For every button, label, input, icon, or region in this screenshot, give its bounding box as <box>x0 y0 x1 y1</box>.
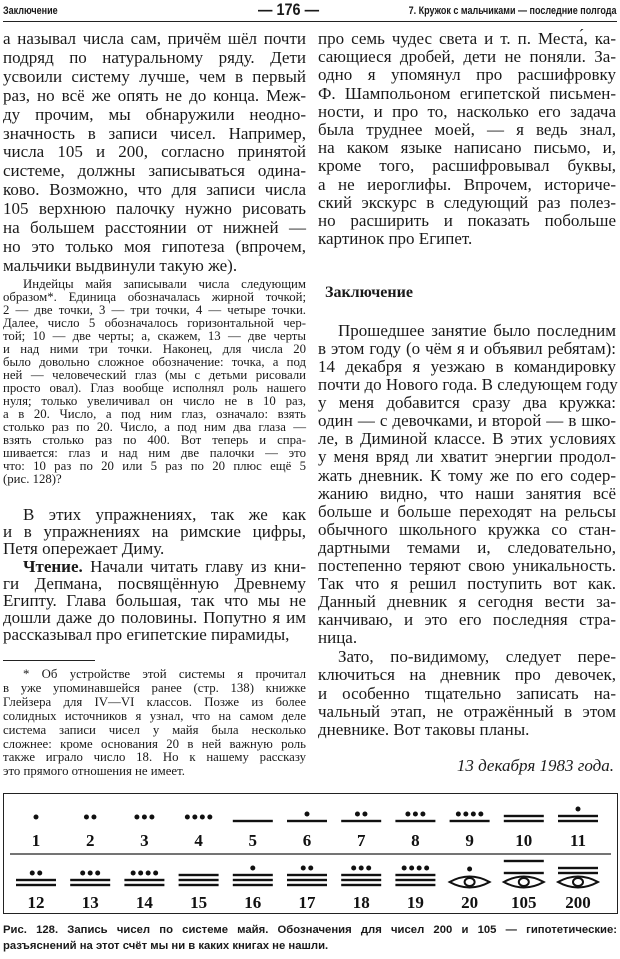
text-line: взять столько раз по 400. Вот теперь и спра- <box>3 433 306 447</box>
dot-mark <box>471 812 476 817</box>
text-line: на большем расстоянии от нижней — <box>3 218 306 238</box>
dot-mark <box>250 866 255 871</box>
bar-mark <box>287 874 327 876</box>
text-line: значность в записи чисел. Например, <box>3 123 306 143</box>
text-line: а не иероглифы. Впрочем, историче- <box>318 174 616 194</box>
text-line: В этих упражнениях, так же как <box>23 505 306 524</box>
line-text: Начали читать главу из кни- <box>82 556 306 576</box>
text-line: канчиваю, и это его последняя стра- <box>318 610 616 629</box>
text-line: Зато, по-видимому, следует пере- <box>338 647 616 666</box>
text-line: ду прочим, мы обнаружили неодно- <box>3 104 306 124</box>
dot-mark <box>405 812 410 817</box>
bar-mark <box>558 820 598 822</box>
text-line: столько раз по 20. Число, а под ним два глаза — <box>3 420 306 434</box>
bar-mark <box>287 820 327 822</box>
numeral-label: 4 <box>194 831 203 850</box>
dot-mark <box>146 871 151 876</box>
dot-mark <box>149 815 154 820</box>
dot-mark <box>409 866 414 871</box>
text-line: у меня вряд ли хватит энергии продол- <box>318 447 616 467</box>
numeral-label: 8 <box>411 831 420 850</box>
numeral-label: 5 <box>248 831 258 850</box>
text-line: образом*. Единица обозначалась жирной точкой; <box>3 290 306 304</box>
text-line: а называл числа сам, причём шёл почти <box>3 29 306 48</box>
dot-mark <box>91 815 96 820</box>
bar-mark <box>179 874 219 876</box>
text-line: одно я упомянул про расшифровку <box>318 65 616 85</box>
dot-mark <box>351 866 356 871</box>
bar-mark <box>287 884 327 886</box>
dot-mark <box>192 815 197 820</box>
text-line: Египту. Глава большая, так что мы не <box>3 591 306 610</box>
header-rule <box>3 21 617 22</box>
conclusion-paragraph-1 <box>318 322 616 647</box>
eye-pupil <box>573 878 583 886</box>
dot-mark <box>463 812 468 817</box>
text-line: что: 10 раз по 20 или 5 раз по 20 плюс ещё 5 <box>3 459 306 473</box>
text-line: система записи чисел у майя была несколько <box>3 722 306 737</box>
text-line: постепенно теряют свою уникальность. <box>318 555 616 575</box>
dot-mark <box>88 871 93 876</box>
numeral-label: 18 <box>352 893 370 912</box>
text-line: в уже упоминавшейся ранее (стр. 138) книжке <box>3 680 306 695</box>
dot-mark <box>417 866 422 871</box>
conclusion-paragraph-2 <box>318 648 616 739</box>
dot-mark <box>467 867 472 872</box>
bar-mark <box>70 879 110 881</box>
run-in-heading: Чтение. <box>23 556 83 576</box>
figure-maya-numerals <box>3 793 618 914</box>
text-line: ле, в Диминой классе. В этих условиях <box>318 429 616 449</box>
text-line: у меня добавится сразу два кружка: <box>318 393 616 413</box>
bar-mark <box>179 884 219 886</box>
text-line: ги Депмана, посвящённую Древнему <box>3 573 306 593</box>
dot-mark <box>301 866 306 871</box>
text-line: и особенно тщательно записать на- <box>318 683 616 703</box>
bar-mark <box>124 879 164 881</box>
text-line: раз, но всё же опять не до конца. Меж- <box>3 85 306 105</box>
bar-mark <box>558 815 598 817</box>
text-line: жать дневник. К тому же по его содер- <box>318 465 616 485</box>
numeral-label: 14 <box>135 893 153 912</box>
text-line: рассказывал про египетские пирамиды, <box>3 625 290 645</box>
text-line: больше и больше переходят на рельсы <box>318 501 616 521</box>
numeral-label: 7 <box>356 831 366 850</box>
text-line: кроме того, расшифровывал буквы, <box>318 156 616 176</box>
bar-mark <box>233 820 273 822</box>
numeral-label: 13 <box>81 893 99 912</box>
figure-caption <box>3 922 617 954</box>
bar-mark <box>341 884 381 886</box>
text-line: усвоили систему лучше, чем в первый <box>3 66 306 86</box>
dot-mark <box>84 815 89 820</box>
running-header-chapter: 7. Кружок с мальчиками — последние полгода <box>408 5 616 17</box>
footnote <box>3 668 306 779</box>
text-line: а в 20. Число, а под ним глаз, означало: взять <box>3 407 306 421</box>
diary-date: 13 декабря 1983 года. <box>456 756 614 775</box>
numeral-label: 9 <box>465 831 474 850</box>
bar-mark <box>16 884 56 886</box>
bar-mark <box>395 874 435 876</box>
bar-mark <box>233 884 273 886</box>
text-line: просто овал). Глаз вообще исполнял роль нашего <box>3 381 306 395</box>
text-line: нуля; только увеличивал он число не в 10 раз, <box>3 394 306 408</box>
text-line: ница. <box>318 628 358 648</box>
text-line: дартными темами и, следовательно, <box>318 537 616 557</box>
dot-mark <box>362 812 367 817</box>
bar-mark <box>341 874 381 876</box>
dot-mark <box>37 871 42 876</box>
numeral-label: 19 <box>406 893 424 912</box>
text-line: мальчики выдвинули такую же). <box>3 255 238 275</box>
dot-mark <box>30 871 35 876</box>
text-line: ский экскурс в следующий раз полез- <box>318 192 616 212</box>
text-line: но расширить и показать побольше <box>318 211 616 231</box>
numeral-label: 105 <box>511 893 537 912</box>
numeral-label: 17 <box>298 893 316 912</box>
text-line: 2 — две точки, 3 — три точки, 4 — четыре точки. <box>3 303 306 317</box>
text-line: картинок про Египет. <box>318 229 473 249</box>
numeral-label: 11 <box>569 831 587 850</box>
text-line: Петя опережает Диму. <box>3 539 165 559</box>
text-line: и в упражнениях на римские цифры, <box>3 522 306 542</box>
bar-mark <box>341 879 381 881</box>
text-line: обычного школьного кружка со стан- <box>318 519 616 539</box>
text-line: Далее, число 5 обозначалось горизонтальной чер- <box>3 316 306 330</box>
dot-mark <box>402 866 407 871</box>
bar-mark <box>179 879 219 881</box>
footnote-rule <box>3 660 95 661</box>
numeral-label: 3 <box>140 831 149 850</box>
text-line: почти до Нового года. В следующем году <box>318 375 618 395</box>
numeral-label: 20 <box>461 893 479 912</box>
text-line: шивается: глаз и над ним две палочки — это <box>3 446 306 460</box>
dot-mark <box>355 812 360 817</box>
bar-mark <box>341 820 381 822</box>
dot-mark <box>138 871 143 876</box>
text-line: ней — человеческий глаз (мы с детьми рисовали <box>3 368 306 382</box>
dot-mark <box>134 815 139 820</box>
text-line: подряд по натуральному ряду. Дети <box>3 47 306 67</box>
text-line: Так что я решил поступить вот как. <box>318 573 616 593</box>
text-line: про семь чудес света и т. п. Места́, ка- <box>318 29 616 48</box>
bar-mark <box>395 879 435 881</box>
bar-mark <box>287 879 327 881</box>
text-line: чальный этап, не отражённый в этом <box>318 701 616 721</box>
text-line: ково. Возможно, что для записи числа <box>3 180 306 200</box>
text-line: системе, должны записываться одина- <box>3 161 306 181</box>
bar-mark <box>558 867 598 869</box>
reading-paragraph <box>3 558 306 644</box>
numeral-label: 6 <box>302 831 312 850</box>
bar-mark <box>504 815 544 817</box>
left-paragraph-2 <box>3 506 306 558</box>
text-line: 14 декабря я уезжаю в командировку <box>318 357 616 377</box>
numeral-label: 200 <box>565 893 591 912</box>
dot-mark <box>478 812 483 817</box>
text-line: дошли даже до половины. Попутно я им <box>3 608 306 628</box>
maya-numerals-drawing <box>4 794 617 913</box>
bar-mark <box>124 884 164 886</box>
text-line <box>3 558 306 575</box>
text-line: сложнее: кроме основания 20 в ней важную роль <box>3 736 306 751</box>
text-line: Глейзера для IV—VI классов. Позже из более <box>3 694 306 709</box>
dot-mark <box>34 815 39 820</box>
bar-mark <box>395 820 435 822</box>
text-line: Прошедшее занятие было последним <box>338 321 616 340</box>
bar-mark <box>16 879 56 881</box>
text-line: (рис. 128)? <box>3 472 62 486</box>
bar-mark <box>504 872 544 874</box>
numeral-label: 2 <box>85 831 95 850</box>
text-line: но это только моя гипотеза (впрочем, <box>3 236 306 256</box>
text-line: Рис. 128. Запись чисел по системе майя. Обозначения для чисел 200 и 105 — гипотетические: <box>3 924 617 936</box>
text-line: числа 105 и 200, согласно принятой <box>3 142 306 162</box>
bar-mark <box>233 879 273 881</box>
text-line: было довольно сложное обозначение: точка, а под <box>3 355 306 369</box>
text-line: ключиться на дневник про девочек, <box>318 665 616 685</box>
right-paragraph-1 <box>318 30 616 248</box>
dot-mark <box>456 812 461 817</box>
dot-mark <box>153 871 158 876</box>
text-line: также играло число 18. Но к нашему рассказу <box>3 750 306 765</box>
text-line: и над ними три точки. Наконец, для числа 20 <box>3 342 306 356</box>
dot-mark <box>131 871 136 876</box>
dot-mark <box>424 866 429 871</box>
text-line: ности, и про то, насколько его задача <box>318 101 616 121</box>
bar-mark <box>70 884 110 886</box>
text-line: Ф. Шампольоном египетской письмен- <box>318 83 616 103</box>
dot-mark <box>305 812 310 817</box>
text-line: Данный дневник я сегодня вести за- <box>318 591 616 611</box>
dot-mark <box>200 815 205 820</box>
dot-mark <box>95 871 100 876</box>
dot-mark <box>142 815 147 820</box>
dot-mark <box>359 866 364 871</box>
dot-mark <box>308 866 313 871</box>
text-line: солидных источников я узнал, что на самом деле <box>3 708 306 723</box>
numeral-label: 16 <box>244 893 262 912</box>
eye-pupil <box>465 878 475 886</box>
text-line: дневнике. Вот таковы планы. <box>318 720 530 740</box>
running-header-section: Заключение <box>3 5 58 17</box>
dot-mark <box>576 807 581 812</box>
bar-mark <box>450 820 490 822</box>
bar-mark <box>504 820 544 822</box>
dot-mark <box>366 866 371 871</box>
left-paragraph-1 <box>3 30 306 276</box>
dot-mark <box>80 871 85 876</box>
text-line: на каком языке написано письмо, и, <box>318 138 616 158</box>
text-line: жанию видно, что наши занятия всё <box>318 483 616 503</box>
text-line: * Об устройстве этой системы я прочитал <box>23 667 306 681</box>
bar-mark <box>395 884 435 886</box>
page-number: — 176 — <box>258 0 320 19</box>
dot-mark <box>420 812 425 817</box>
text-line: была труднее моей, — я ведь знал, <box>318 120 616 140</box>
numeral-label: 15 <box>190 893 208 912</box>
text-line: Индейцы майя записывали числа следующим <box>23 277 306 291</box>
numeral-label: 12 <box>27 893 45 912</box>
numeral-label: 10 <box>515 831 533 850</box>
section-heading: Заключение <box>325 284 413 301</box>
dot-mark <box>207 815 212 820</box>
text-line: сающиеся дробей, дети не поняли. За- <box>318 47 616 67</box>
text-line: той; 10 — две черты; а, скажем, 13 — две черты <box>3 329 306 343</box>
bar-mark <box>233 874 273 876</box>
eye-pupil <box>519 878 529 886</box>
text-line: один — с девочками, и второй — в шко- <box>318 411 616 431</box>
note-maya-numerals <box>3 278 306 486</box>
bar-mark <box>504 860 544 862</box>
text-line: это прямого отношения не имеет. <box>3 764 185 779</box>
dot-mark <box>185 815 190 820</box>
dot-mark <box>413 812 418 817</box>
text-line: в этом году (о чём я и объявил ребятам): <box>318 339 616 359</box>
bar-mark <box>558 872 598 874</box>
numeral-label: 1 <box>31 831 41 850</box>
text-line: разъяснений на этот счёт мы ни в каких книгах не нашли. <box>3 940 329 952</box>
text-line: 105 верхнюю палочку нужно рисовать <box>3 199 306 219</box>
